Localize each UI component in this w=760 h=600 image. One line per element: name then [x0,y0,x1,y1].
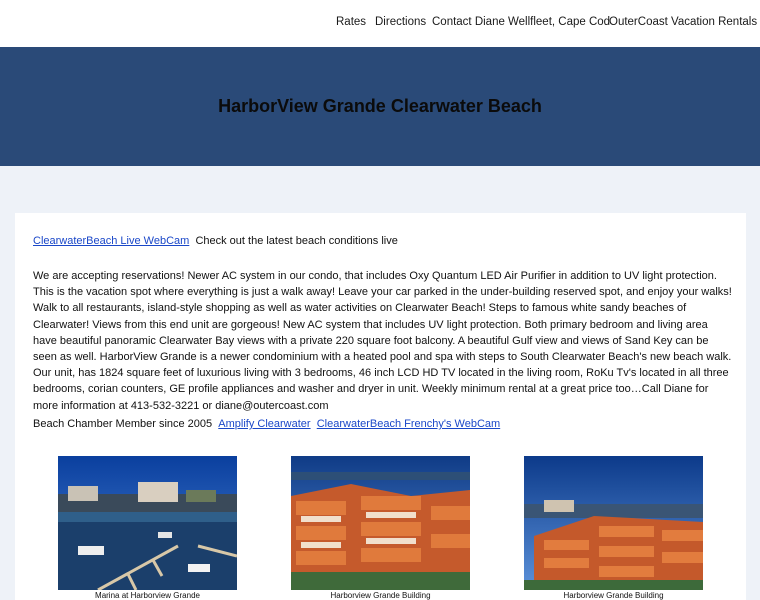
building-image-1 [291,456,470,590]
webcam-line [33,235,398,247]
building-image-2 [524,456,703,590]
page-title: HarborView Grande Clearwater Beach [218,96,542,116]
nav-link-directions[interactable]: Directions [375,16,427,28]
nav-link-outercoast[interactable]: OuterCoast Vacation Rentals [609,16,758,28]
marina-image [58,456,237,590]
photo-marina[interactable] [58,456,237,590]
nav-link-contact[interactable]: Contact Diane [432,16,505,28]
nav-link-wellfleet[interactable]: Wellfleet, Cape Cod [508,16,611,28]
chamber-text: Beach Chamber Member since 2005 [33,418,213,430]
caption-photo-1: Marina at Harborview Grande [95,591,200,600]
hero-banner [0,47,760,166]
amplify-clearwater-link[interactable]: Amplify Clearwater [218,418,311,430]
frenchys-webcam-link[interactable]: ClearwaterBeach Frenchy's WebCam [316,418,501,430]
top-navigation [0,0,760,47]
caption-photo-3: Harborview Grande Building [563,591,664,600]
webcam-link[interactable]: ClearwaterBeach Live WebCam [33,235,190,247]
webcam-text: Check out the latest beach conditions live [195,235,398,247]
photo-building-1[interactable] [291,456,470,590]
nav-link-rates[interactable]: Rates [336,16,367,28]
photo-building-2[interactable] [524,456,703,590]
caption-photo-2: Harborview Grande Building [330,591,431,600]
description-paragraph: We are accepting reservations! Newer AC system in our condo, that includes Oxy Quantum LED Air Purifier in addition to UV light protection. This is the vacation spot where everything is just a walk away! Leave your car parked in the under-building reserved spot, and enjoy your walks! Walk to all restaurants, island-style shopping as well as water activities on Clearwater Beach! Steps to famous white sandy beaches of Clearwater! Views from this end unit are gorgeous! New AC system that includes UV light protection. Both primary bedroom and living area have beautiful panoramic Clearwater Bay views with a private 220 square foot balcony. A beautiful Gulf view and views of Sand Key can be seen as well. HarborView Grande is a newer condominium with a heated pool and spa with steps to South Clearwater Beach's new beach walk. Our unit, has 1824 square feet of luxurious living with 3 bedrooms, 46 inch LCD HD TV located in the living room, RoKu Tv's located in all three bedrooms, corian counters, GE profile appliances and washer and dryer in unit. Weekly minimum rental at a great price too…Call Diane for more information at 413-532-3221 or diane@outercoast.com [33,270,732,412]
chamber-line [33,418,500,430]
